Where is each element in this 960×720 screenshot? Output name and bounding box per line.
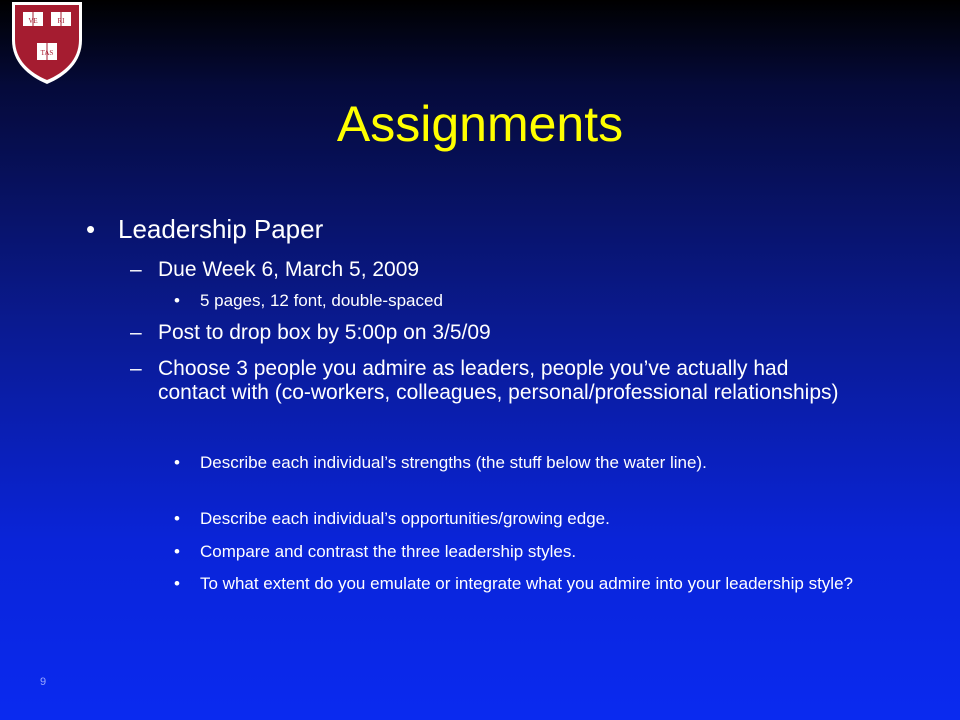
bullet-mark: • <box>86 214 96 244</box>
bullet-text: Describe each individual’s strengths (the stuff below the water line). <box>200 453 707 472</box>
subbullet-due-date <box>130 258 890 282</box>
svg-text:VE: VE <box>28 17 38 25</box>
svg-text:TAS: TAS <box>40 49 54 57</box>
subsubbullet-strengths <box>174 452 874 474</box>
bullet-text: Compare and contrast the three leadership styles. <box>200 542 577 561</box>
bullet-text: Post to drop box by 5:00p on 3/5/09 <box>158 321 491 344</box>
dash-mark: – <box>130 258 142 281</box>
bullet-mark: • <box>174 542 180 561</box>
slide-number: 9 <box>40 676 47 688</box>
subsubbullet-compare <box>174 541 874 563</box>
bullet-mark: • <box>174 509 180 528</box>
bullet-mark: • <box>174 291 180 310</box>
subsubbullet-format <box>174 290 874 312</box>
slide-title: Assignments <box>336 96 624 152</box>
bullet-text: Choose 3 people you admire as leaders, people you’ve actually had contact with (co-workers, colleagues, personal/professional relationships) <box>158 357 839 404</box>
bullet-leadership-paper <box>86 212 886 246</box>
bullet-mark: • <box>174 453 180 472</box>
bullet-text: Due Week 6, March 5, 2009 <box>158 258 420 281</box>
svg-text:RI: RI <box>57 17 65 25</box>
subbullet-choose-people <box>130 357 850 405</box>
bullet-text: Describe each individual’s opportunities/growing edge. <box>200 509 610 528</box>
subbullet-drop-box <box>130 321 890 345</box>
subsubbullet-opportunities <box>174 508 874 530</box>
bullet-text: To what extent do you emulate or integrate what you admire into your leadership style? <box>200 574 853 593</box>
dash-mark: – <box>130 357 142 380</box>
subsubbullet-emulate <box>174 573 854 595</box>
bullet-text: 5 pages, 12 font, double-spaced <box>200 291 443 310</box>
dash-mark: – <box>130 321 142 344</box>
bullet-mark: • <box>174 574 180 593</box>
bullet-text: Leadership Paper <box>118 214 324 244</box>
